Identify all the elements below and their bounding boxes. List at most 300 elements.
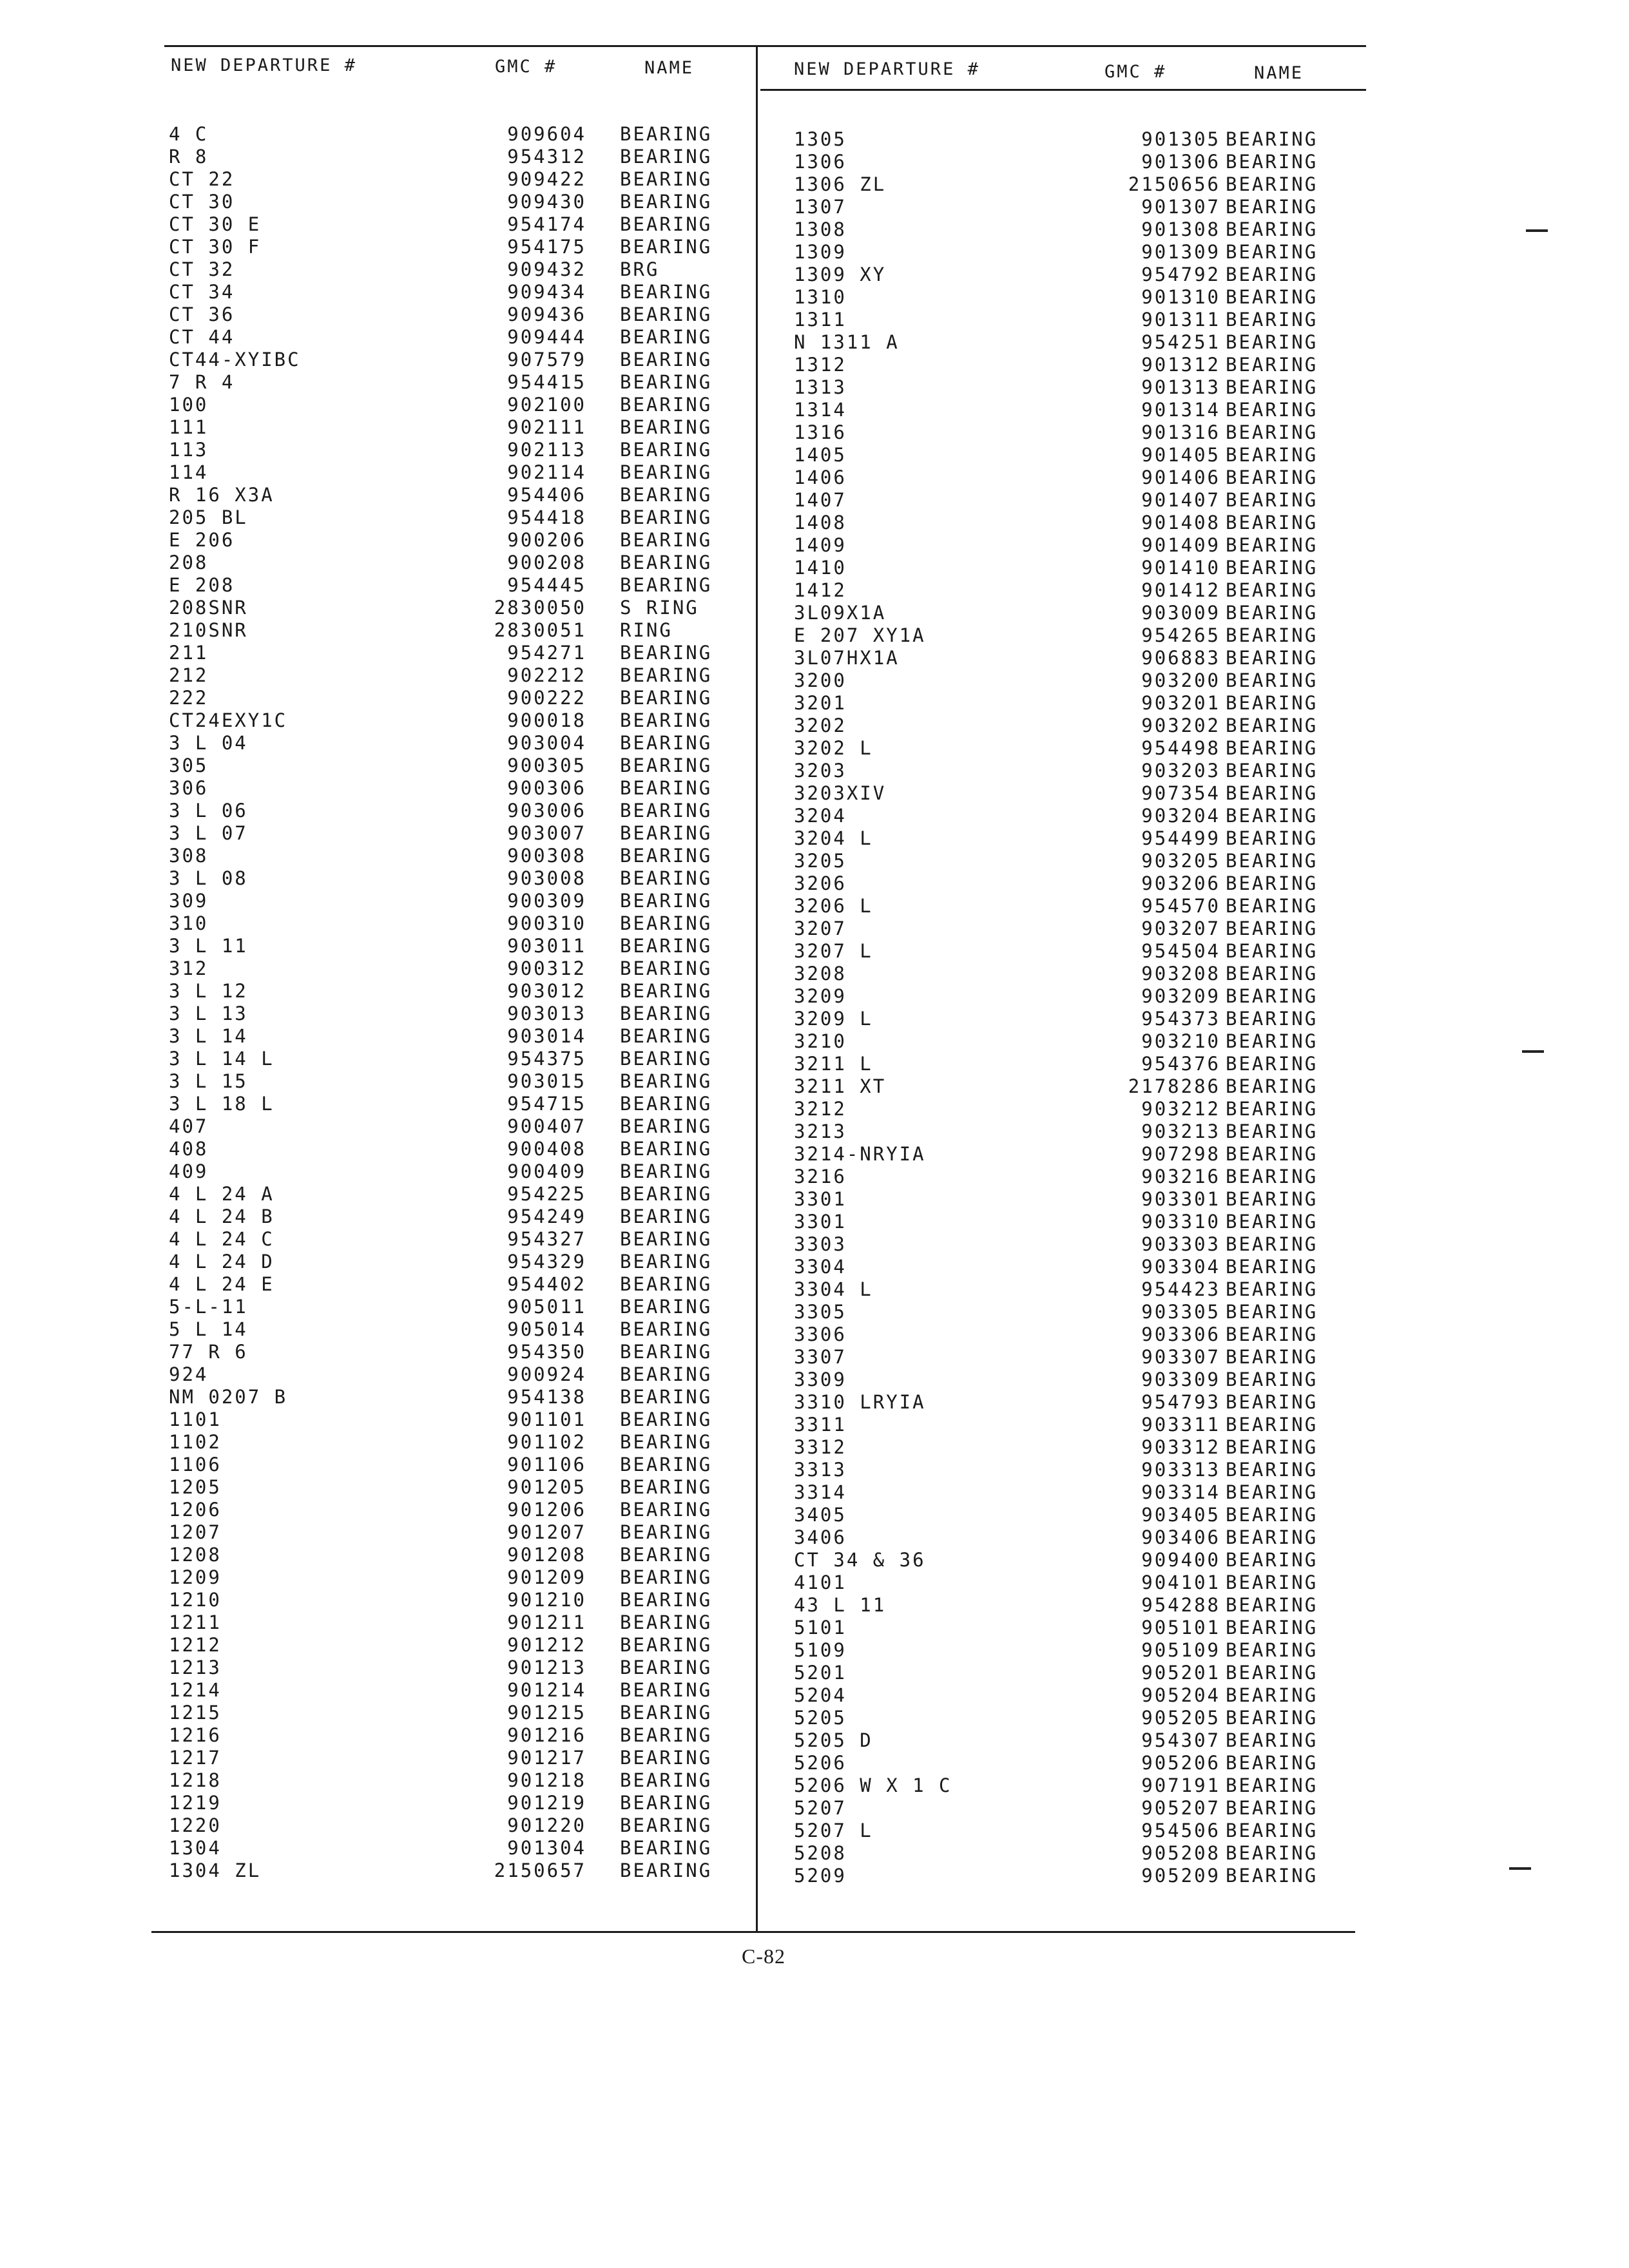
part-name: BEARING [620,1679,713,1701]
new-departure-number: 212 [169,664,209,686]
part-name: BEARING [620,1769,713,1791]
gmc-number: 954327 [507,1228,586,1250]
table-row [794,1390,1361,1414]
table-row [169,1769,736,1792]
part-name: BEARING [1226,1639,1318,1661]
gmc-number: 954504 [1141,940,1220,962]
table-row [169,1791,736,1814]
gmc-number: 903301 [1141,1188,1220,1210]
new-departure-number: 1409 [794,534,847,556]
new-departure-number: R 16 X3A [169,484,275,506]
table-row [169,1182,736,1206]
left-header-new-departure: NEW DEPARTURE # [171,55,357,75]
new-departure-number: 5101 [794,1617,847,1639]
table-row [794,691,1361,715]
page-number: C-82 [742,1945,786,1968]
gmc-number: 901412 [1141,579,1220,601]
new-departure-number: 306 [169,777,209,799]
gmc-number: 903405 [1141,1504,1220,1526]
table-row [169,754,736,777]
table-row [794,263,1361,286]
part-name: BEARING [620,1048,713,1070]
new-departure-number: 1306 ZL [794,173,887,195]
table-row [169,1453,736,1476]
gmc-number: 906883 [1141,647,1220,669]
part-name: BEARING [1226,1075,1318,1097]
table-row [794,1661,1361,1684]
new-departure-number: 5109 [794,1639,847,1661]
new-departure-number: 1218 [169,1769,222,1791]
part-name: BEARING [620,642,713,664]
part-name: BEARING [620,800,713,822]
table-row [169,168,736,191]
part-name: BEARING [1226,1369,1318,1390]
part-name: BEARING [620,1837,713,1859]
gmc-number: 901217 [507,1747,586,1769]
new-departure-number: 1316 [794,421,847,443]
new-departure-number: 1305 [794,128,847,150]
part-name: BEARING [1226,1459,1318,1481]
table-row [794,173,1361,196]
gmc-number: 903213 [1141,1120,1220,1142]
part-name: BEARING [620,1273,713,1295]
gmc-number: 900306 [507,777,586,799]
table-row [794,1007,1361,1030]
footer-rule [151,1931,1355,1933]
part-name: BEARING [620,484,713,506]
gmc-number: 901209 [507,1566,586,1588]
part-name: BEARING [620,1363,713,1385]
table-row [794,579,1361,602]
new-departure-number: 1412 [794,579,847,601]
new-departure-number: 3306 [794,1323,847,1345]
part-name: BEARING [620,1860,713,1881]
part-name: BEARING [1226,669,1318,691]
right-header-name: NAME [1254,63,1304,83]
gmc-number: 909434 [507,281,586,303]
part-name: BEARING [1226,782,1318,804]
new-departure-number: 3202 [794,715,847,736]
gmc-number: 900924 [507,1363,586,1385]
table-row [794,782,1361,805]
gmc-number: 901408 [1141,512,1220,533]
part-name: BEARING [1226,151,1318,173]
part-name: BEARING [620,1251,713,1273]
table-row [169,867,736,890]
table-row [794,533,1361,557]
gmc-number: 901101 [507,1408,586,1430]
part-name: BEARING [1226,264,1318,285]
new-departure-number: 4 C [169,123,209,145]
gmc-number: 954445 [507,574,586,596]
new-departure-number: 3207 [794,918,847,939]
part-name: BEARING [1226,1481,1318,1503]
gmc-number: 903304 [1141,1256,1220,1278]
new-departure-number: 111 [169,416,209,438]
new-departure-number: R 8 [169,146,209,168]
new-departure-number: CT 44 [169,326,235,348]
table-row [169,1746,736,1769]
new-departure-number: 1311 [794,309,847,331]
part-name: BEARING [620,1070,713,1092]
table-row [794,962,1361,985]
part-name: BEARING [620,1183,713,1205]
new-departure-number: 3L09X1A [794,602,887,624]
table-row [169,731,736,754]
left-header-name: NAME [644,58,695,78]
new-departure-number: 1216 [169,1724,222,1746]
part-name: BEARING [1226,692,1318,714]
part-name: BEARING [620,845,713,867]
table-row [169,1859,736,1882]
part-name: BEARING [620,213,713,235]
table-row [794,150,1361,173]
gmc-number: 901212 [507,1634,586,1656]
new-departure-number: 208SNR [169,597,248,619]
left-table [169,122,736,1901]
gmc-number: 900310 [507,912,586,934]
part-name: BEARING [1226,1594,1318,1616]
gmc-number: 903208 [1141,963,1220,985]
table-row [169,506,736,529]
table-row [169,1611,736,1634]
new-departure-number: 3310 LRYIA [794,1391,926,1413]
part-name: BEARING [1226,557,1318,579]
new-departure-number: CT 32 [169,258,235,280]
gmc-number: 903004 [507,732,586,754]
new-departure-number: CT 22 [169,168,235,190]
margin-tick-mark [1526,229,1548,232]
new-departure-number: 3203 [794,760,847,782]
table-row [169,889,736,912]
part-name: BEARING [620,1296,713,1318]
gmc-number: 900309 [507,890,586,912]
part-name: BEARING [1226,827,1318,849]
gmc-number: 954415 [507,371,586,393]
part-name: BEARING [620,1025,713,1047]
new-departure-number: 312 [169,957,209,979]
new-departure-number: 1214 [169,1679,222,1701]
gmc-number: 903205 [1141,850,1220,872]
table-row [169,1340,736,1363]
gmc-number: 903204 [1141,805,1220,827]
header-top-rule [164,45,1366,47]
gmc-number: 903014 [507,1025,586,1047]
table-row [169,1273,736,1296]
part-name: BEARING [1226,286,1318,308]
part-name: BEARING [1226,760,1318,782]
new-departure-number: 3203XIV [794,782,887,804]
table-row [169,822,736,845]
gmc-number: 954498 [1141,737,1220,759]
part-name: BEARING [1226,1797,1318,1819]
new-departure-number: 1217 [169,1747,222,1769]
new-departure-number: 1314 [794,399,847,421]
margin-tick-mark [1522,1050,1544,1053]
table-row [794,1030,1361,1053]
margin-tick-mark [1509,1867,1531,1870]
table-row [794,285,1361,309]
new-departure-number: 3201 [794,692,847,714]
table-row [169,844,736,867]
new-departure-number: 5-L-11 [169,1296,248,1318]
table-row [169,596,736,619]
gmc-number: 901405 [1141,444,1220,466]
part-name: BEARING [620,146,713,168]
gmc-number: 902114 [507,461,586,483]
part-name: BEARING [1226,354,1318,376]
new-departure-number: 77 R 6 [169,1341,248,1363]
gmc-number: 901306 [1141,151,1220,173]
part-name: BEARING [1226,331,1318,353]
new-departure-number: 3311 [794,1414,847,1436]
new-departure-number: CT 34 [169,281,235,303]
new-departure-number: 4 L 24 D [169,1251,275,1273]
new-departure-number: 1207 [169,1521,222,1543]
gmc-number: 901311 [1141,309,1220,331]
gmc-number: 905014 [507,1318,586,1340]
part-name: BEARING [620,1724,713,1746]
new-departure-number: 211 [169,642,209,664]
gmc-number: 901206 [507,1499,586,1521]
part-name: BEARING [1226,963,1318,985]
table-row [794,759,1361,782]
new-departure-number: 3312 [794,1436,847,1458]
table-row [169,1002,736,1025]
table-row [794,376,1361,399]
new-departure-number: 1304 ZL [169,1860,262,1881]
table-row [169,348,736,371]
part-name: BEARING [1226,1301,1318,1323]
part-name: BEARING [1226,1008,1318,1030]
gmc-number: 2150656 [1128,173,1220,195]
gmc-number: 907354 [1141,782,1220,804]
table-row [169,235,736,258]
table-row [169,1724,736,1747]
part-name: BEARING [1226,1233,1318,1255]
gmc-number: 900018 [507,709,586,731]
table-row [794,624,1361,647]
new-departure-number: 1210 [169,1589,222,1611]
part-name: BEARING [1226,1549,1318,1571]
part-name: BEARING [620,1115,713,1137]
new-departure-number: 4101 [794,1571,847,1593]
new-departure-number: 205 BL [169,506,248,528]
table-row [794,669,1361,692]
gmc-number: 903201 [1141,692,1220,714]
new-departure-number: E 208 [169,574,235,596]
part-name: BEARING [620,1160,713,1182]
table-row [794,1503,1361,1526]
part-name: BEARING [1226,1211,1318,1233]
part-name: BEARING [1226,1098,1318,1120]
table-row [169,1047,736,1070]
new-departure-number: 3303 [794,1233,847,1255]
gmc-number: 954715 [507,1093,586,1115]
new-departure-number: 4 L 24 E [169,1273,275,1295]
new-departure-number: CT44-XYIBC [169,349,301,370]
gmc-number: 902111 [507,416,586,438]
gmc-number: 901216 [507,1724,586,1746]
new-departure-number: 3211 XT [794,1075,887,1097]
part-name: BEARING [620,1634,713,1656]
part-name: BEARING [1226,512,1318,533]
gmc-number: 903209 [1141,985,1220,1007]
table-row [169,799,736,822]
part-name: BEARING [1226,241,1318,263]
part-name: BEARING [1226,1774,1318,1796]
gmc-number: 903202 [1141,715,1220,736]
gmc-number: 903015 [507,1070,586,1092]
gmc-number: 954249 [507,1206,586,1227]
part-name: BEARING [620,552,713,573]
new-departure-number: 3209 L [794,1008,873,1030]
table-row [794,714,1361,737]
part-name: BEARING [620,371,713,393]
table-row [794,1278,1361,1301]
table-row [794,1796,1361,1820]
part-name: BEARING [1226,805,1318,827]
table-row [169,528,736,552]
table-row [169,934,736,957]
gmc-number: 903312 [1141,1436,1220,1458]
gmc-number: 901316 [1141,421,1220,443]
table-row [794,195,1361,218]
new-departure-number: CT 30 F [169,236,262,258]
new-departure-number: 1410 [794,557,847,579]
gmc-number: 900409 [507,1160,586,1182]
part-name: BEARING [620,912,713,934]
gmc-number: 903314 [1141,1481,1220,1503]
table-row [169,776,736,800]
new-departure-number: 3206 L [794,895,873,917]
new-departure-number: 3 L 13 [169,1003,248,1024]
table-row [794,1729,1361,1752]
part-name: BEARING [1226,218,1318,240]
table-row [169,213,736,236]
part-name: BEARING [620,1521,713,1543]
table-row [794,1774,1361,1797]
table-row [169,370,736,394]
table-row [794,1819,1361,1842]
gmc-number: 901410 [1141,557,1220,579]
table-row [794,1120,1361,1143]
table-row [169,1137,736,1160]
right-header-gmc: GMC # [1104,62,1167,82]
table-row [794,1841,1361,1865]
table-row [169,325,736,349]
gmc-number: 901220 [507,1814,586,1836]
part-name: BEARING [1226,1256,1318,1278]
table-row [169,1385,736,1408]
new-departure-number: 3314 [794,1481,847,1503]
new-departure-number: 3301 [794,1188,847,1210]
part-name: RING [620,619,673,641]
gmc-number: 954402 [507,1273,586,1295]
table-row [794,421,1361,444]
gmc-number: 2150657 [494,1860,586,1881]
gmc-number: 903008 [507,867,586,889]
gmc-number: 900407 [507,1115,586,1137]
gmc-number: 954792 [1141,264,1220,285]
table-row [794,804,1361,827]
gmc-number: 901102 [507,1431,586,1453]
part-name: BEARING [1226,1842,1318,1864]
part-name: BEARING [620,529,713,551]
table-row [169,1295,736,1318]
new-departure-number: 3307 [794,1346,847,1368]
gmc-number: 909432 [507,258,586,280]
gmc-number: 903013 [507,1003,586,1024]
gmc-number: 909604 [507,123,586,145]
new-departure-number: 3209 [794,985,847,1007]
part-name: BEARING [1226,1278,1318,1300]
table-row [169,461,736,484]
table-row [794,1142,1361,1166]
new-departure-number: 210SNR [169,619,248,641]
table-row [794,1323,1361,1346]
new-departure-number: 1308 [794,218,847,240]
new-departure-number: 5205 D [794,1729,873,1751]
new-departure-number: 7 R 4 [169,371,235,393]
right-table [794,128,1361,1906]
new-departure-number: 1206 [169,1499,222,1521]
table-row [794,1481,1361,1504]
part-name: BEARING [1226,579,1318,601]
table-row [169,1588,736,1611]
part-name: BEARING [620,709,713,731]
new-departure-number: 3406 [794,1526,847,1548]
gmc-number: 903311 [1141,1414,1220,1436]
new-departure-number: 309 [169,890,209,912]
gmc-number: 954288 [1141,1594,1220,1616]
new-departure-number: 3 L 06 [169,800,248,822]
gmc-number: 907298 [1141,1143,1220,1165]
gmc-number: 954373 [1141,1008,1220,1030]
table-row [794,646,1361,669]
new-departure-number: 1406 [794,466,847,488]
new-departure-number: CT 34 & 36 [794,1549,926,1571]
part-name: BEARING [1226,1166,1318,1187]
gmc-number: 901310 [1141,286,1220,308]
new-departure-number: 5209 [794,1865,847,1887]
gmc-number: 954138 [507,1386,586,1408]
part-name: BEARING [620,935,713,957]
gmc-number: 901406 [1141,466,1220,488]
new-departure-number: 3304 [794,1256,847,1278]
new-departure-number: 3309 [794,1369,847,1390]
part-name: BEARING [1226,173,1318,195]
new-departure-number: 1407 [794,489,847,511]
gmc-number: 901213 [507,1657,586,1678]
part-name: BEARING [620,732,713,754]
table-row [169,573,736,597]
part-name: BEARING [620,1747,713,1769]
gmc-number: 903007 [507,822,586,844]
table-row [794,353,1361,376]
new-departure-number: 3 L 15 [169,1070,248,1092]
new-departure-number: 5207 L [794,1820,873,1841]
part-name: BEARING [1226,444,1318,466]
gmc-number: 903313 [1141,1459,1220,1481]
new-departure-number: 924 [169,1363,209,1385]
new-departure-number: 408 [169,1138,209,1160]
part-name: BEARING [620,191,713,213]
gmc-number: 900206 [507,529,586,551]
part-name: BEARING [1226,1436,1318,1458]
part-name: BEARING [620,664,713,686]
part-name: BEARING [1226,1865,1318,1887]
